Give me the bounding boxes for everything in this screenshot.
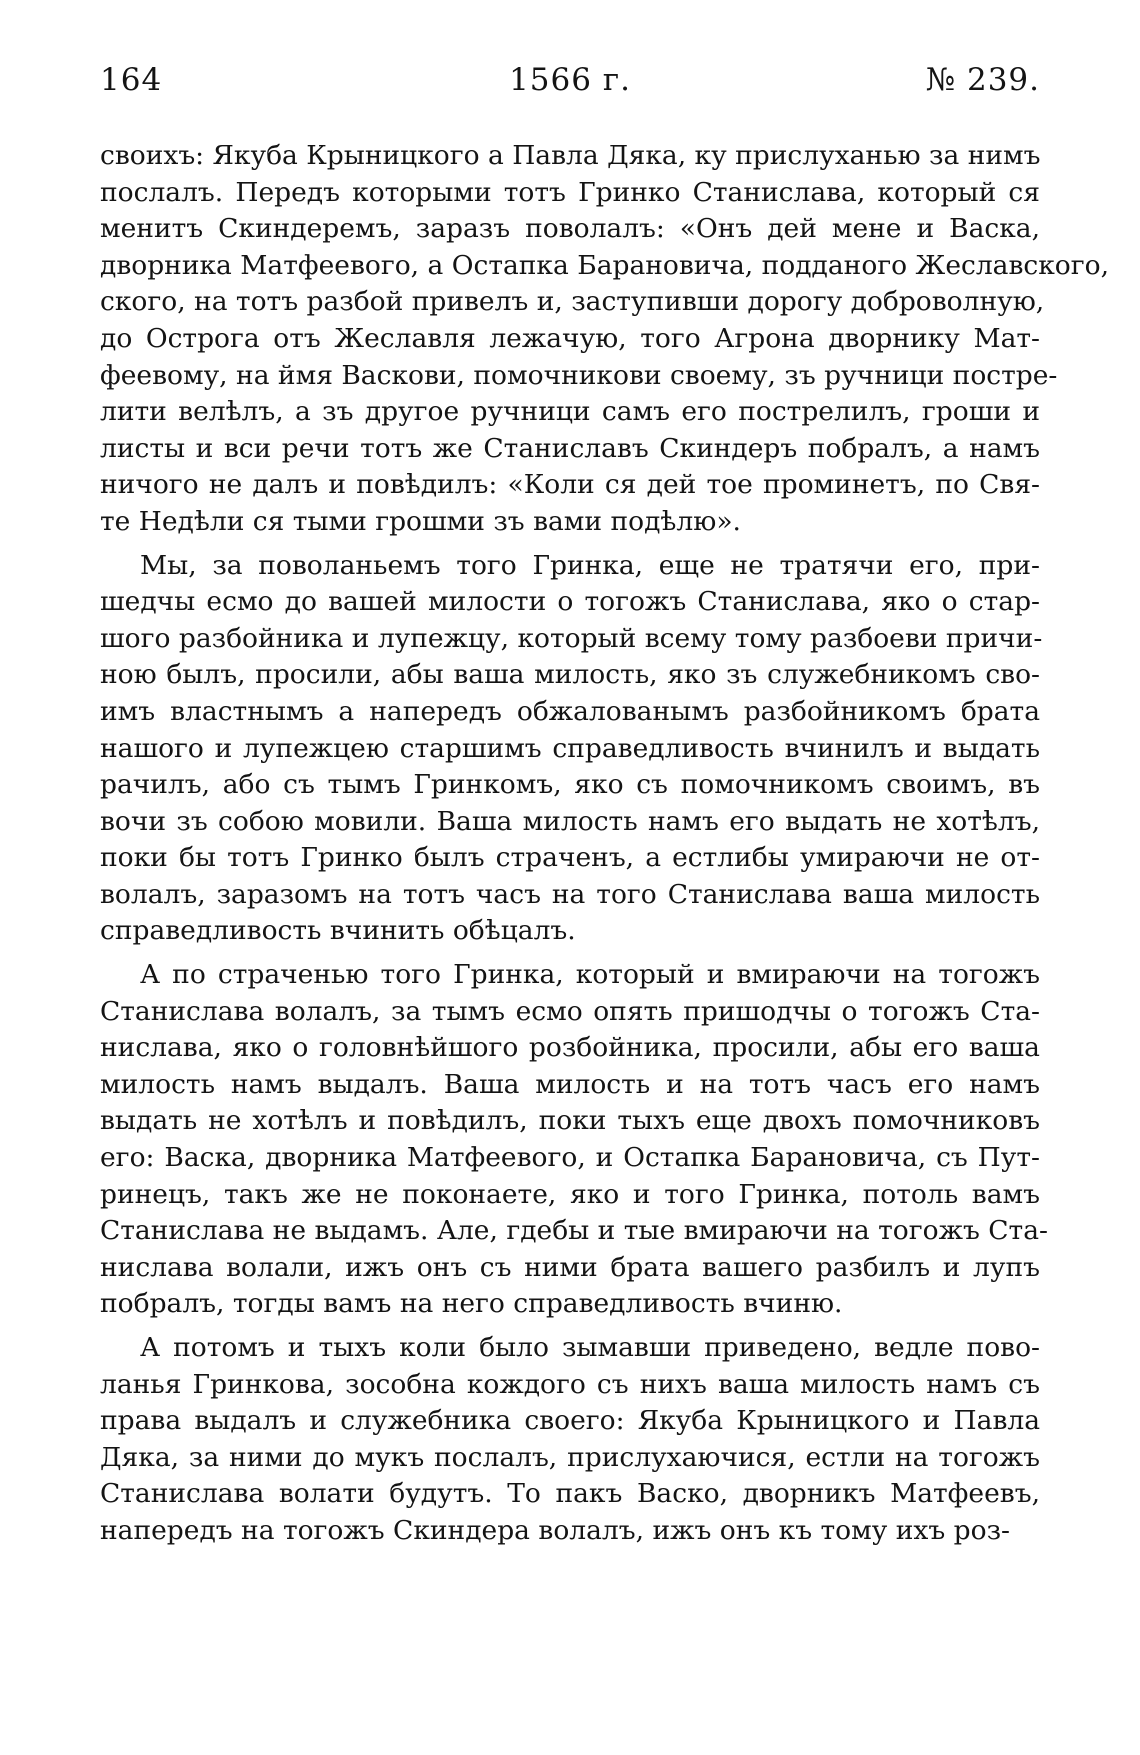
text-line: его: Васка, дворника Матфеевого, и Остапка Барановича, съ Пут- [100, 1142, 1040, 1174]
text-line: шого разбойника и лупежцу, который всему тому разбоеви причи- [100, 622, 1043, 654]
text-line: вочи зъ собою мовили. Ваша милость намъ его выдать не хотѣлъ, [100, 805, 1040, 837]
text-line: рачилъ, або съ тымъ Гринкомъ, яко съ помочникомъ своимъ, въ [100, 769, 1040, 801]
paragraph [100, 138, 1110, 541]
text-line: побралъ, тогды вамъ на него справедливость вчиню. [100, 1288, 843, 1320]
running-head [100, 62, 1040, 112]
text-line: поки бы тотъ Гринко былъ страченъ, а естлибы умираючи не от- [100, 842, 1040, 874]
text-line: листы и вси речи тотъ же Станиславъ Скиндеръ побралъ, а намъ [100, 432, 1040, 464]
text-line: те Недѣли ся тыми грошми зъ вами подѣлю». [100, 505, 741, 537]
text-line: Дяка, за ними до мукъ послалъ, прислухаючися, естли на тогожъ [100, 1441, 1040, 1473]
text-line: выдать не хотѣлъ и повѣдилъ, поки тыхъ еще двохъ помочниковъ [100, 1105, 1040, 1137]
year-heading: 1566 г. [509, 62, 631, 98]
text-line: имъ властнымъ а напередъ обжалованымъ разбойникомъ брата [100, 695, 1040, 727]
text-line: ланья Гринкова, зособна кождого съ нихъ ваша милость намъ съ [100, 1368, 1040, 1400]
text-line: справедливость вчинить обѣцалъ. [100, 915, 576, 947]
document-number: № 239. [925, 62, 1040, 98]
paragraph [100, 1330, 1040, 1550]
text-line: ринецъ, такъ же не поконаете, яко и того Гринка, потоль вамъ [100, 1178, 1040, 1210]
text-line: волалъ, заразомъ на тотъ часъ на того Станислава ваша милость [100, 878, 1040, 910]
text-line: феевому, на ймя Васкови, помочникови своему, зъ ручници постре- [100, 359, 1058, 391]
paragraph [100, 957, 1048, 1323]
text-line: Мы, за поволаньемъ того Гринка, еще не тратячи его, при- [140, 549, 1040, 581]
text-line: Станислава волалъ, за тымъ есмо опять пришодчы о тогожъ Ста- [100, 995, 1040, 1027]
text-line: дворника Матфеевого, а Остапка Барановича, подданого Жеславского, [100, 249, 1110, 281]
text-line: А по страченью того Гринка, который и вмираючи на тогожъ [140, 959, 1040, 991]
paragraph [100, 548, 1043, 951]
text-line: до Острога отъ Жеславля лежачую, того Агрона дворнику Мат- [100, 322, 1040, 354]
text-line: ского, на тотъ разбой привелъ и, заступивши дорогу доброволную, [100, 286, 1045, 318]
text-line: А потомъ и тыхъ коли было зымавши приведено, ведле пово- [140, 1332, 1040, 1363]
page-number: 164 [100, 62, 163, 98]
text-line: шедчы есмо до вашей милости о тогожъ Станислава, яко о стар- [100, 586, 1040, 618]
text-line: нашого и лупежцею старшимъ справедливость вчинилъ и выдать [100, 732, 1040, 764]
text-line: милость намъ выдалъ. Ваша милость и на тотъ часъ его намъ [100, 1068, 1040, 1100]
text-line: послалъ. Передъ которыми тотъ Гринко Станислава, который ся [100, 176, 1040, 208]
text-line: нислава волали, ижъ онъ съ ними брата вашего разбилъ и лупъ [100, 1251, 1040, 1283]
text-line: ною былъ, просили, абы ваша милость, яко зъ служебникомъ сво- [100, 659, 1040, 691]
text-line: права выдалъ и служебника своего: Якуба Крыницкого и Павла [100, 1405, 1040, 1437]
text-line: своихъ: Якуба Крыницкого а Павла Дяка, ку прислуханью за нимъ [100, 140, 1041, 171]
text-line: менитъ Скиндеремъ, заразъ поволалъ: «Онъ дей мене и Васка, [100, 213, 1040, 245]
text-line: ничого не далъ и повѣдилъ: «Коли ся дей тое проминетъ, по Свя- [100, 469, 1040, 501]
body-text [100, 138, 1110, 1550]
text-line: Станислава не выдамъ. Але, гдебы и тые вмираючи на тогожъ Ста- [100, 1215, 1048, 1247]
text-line: напередъ на тогожъ Скиндера волалъ, ижъ онъ къ тому ихъ роз- [100, 1514, 1010, 1546]
text-line: нислава, яко о головнѣйшого розбойника, просили, абы его ваша [100, 1032, 1040, 1064]
text-line: лити велѣлъ, а зъ другое ручници самъ его пострелилъ, гроши и [100, 396, 1040, 428]
text-line: Станислава волати будутъ. То пакъ Васко, дворникъ Матфеевъ, [100, 1478, 1040, 1510]
